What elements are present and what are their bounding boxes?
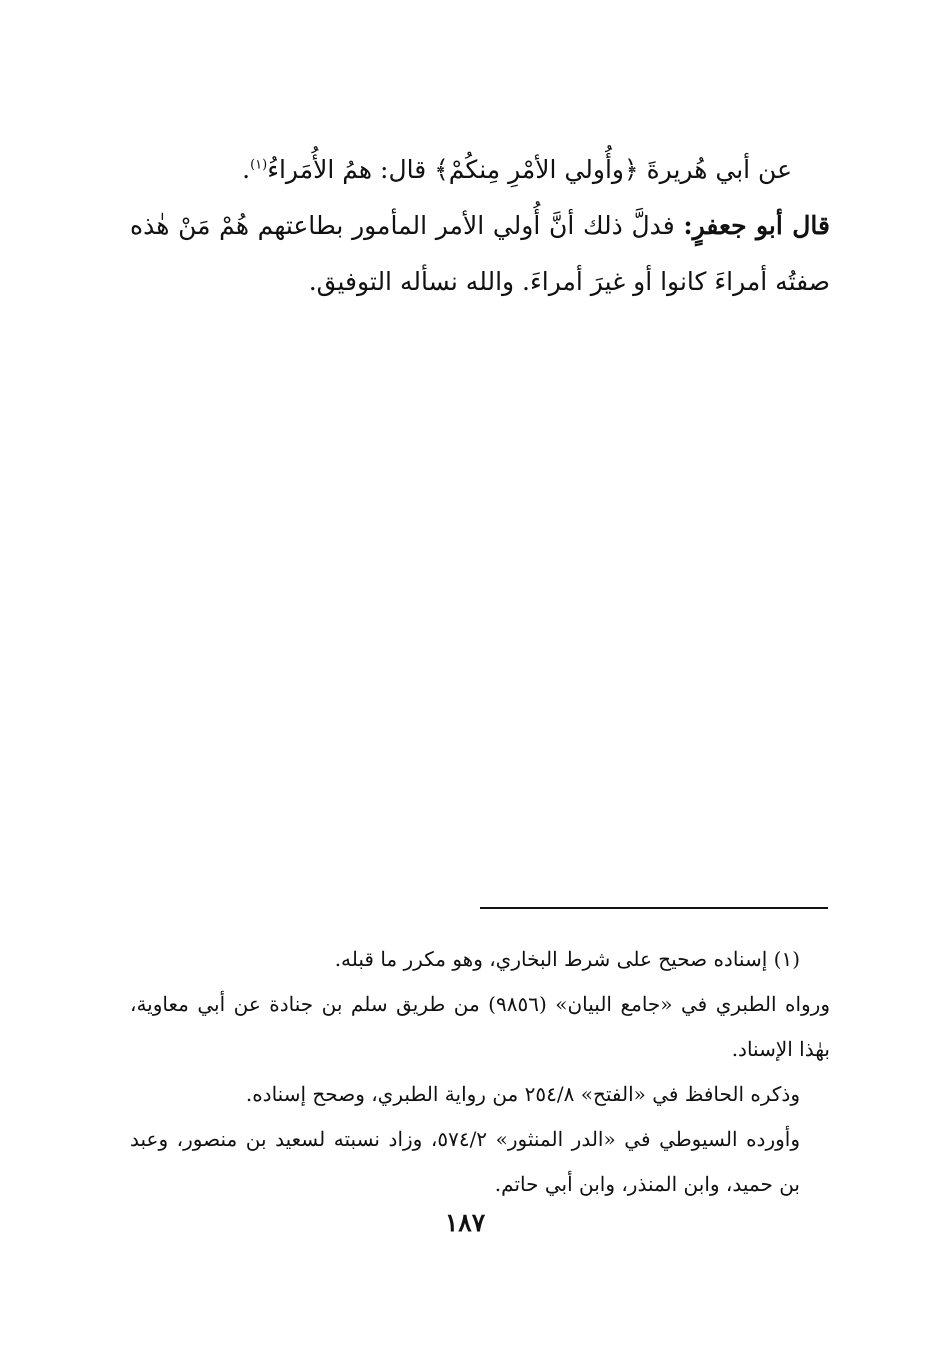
main-text-block [130,142,830,310]
footnote-1: (١) إسناده صحيح على شرط البخاري، وهو مكرر ما قبله. [334,947,800,971]
footnote-reference: (١) [250,157,268,173]
footnote-2: ورواه الطبري في «جامع البيان» (٩٨٥٦) من طريق سلم بن جنادة عن أبي معاوية، بهٰذا الإسناد. [130,992,830,1061]
footnotes-block [130,937,830,1207]
footnote-4: وأورده السيوطي في «الدر المنثور» ٥٧٤/٢، وزاد نسبته لسعيد بن منصور، وعبد بن حميد، وابن المنذر، وابن أبي حاتم. [130,1127,800,1196]
paragraph-2 [130,198,830,310]
footnote-3: وذكره الحافظ في «الفتح» ٢٥٤/٨ من رواية الطبري، وصحح إسناده. [245,1082,800,1106]
page-number: ١٨٧ [444,1208,486,1237]
paragraph-2-lead: قال أبو جعفرٍ: [683,211,830,240]
paragraph-1-end: . [242,155,251,184]
footnote-divider [480,907,828,909]
paragraph-1 [130,142,830,198]
paragraph-1-text: عن أبي هُريرةَ ﴿وأُولي الأمْرِ مِنكُمْ﴾ قال: همُ الأُمَراءُ [267,155,792,184]
paragraph-2-body: فدلَّ ذلك أنَّ أُولي الأمر المأمور بطاعتهم هُمْ مَنْ هٰذه صفتُه أمراءَ كانوا أو غيرَ أمراءَ. والله نسأله التوفيق. [130,211,830,296]
